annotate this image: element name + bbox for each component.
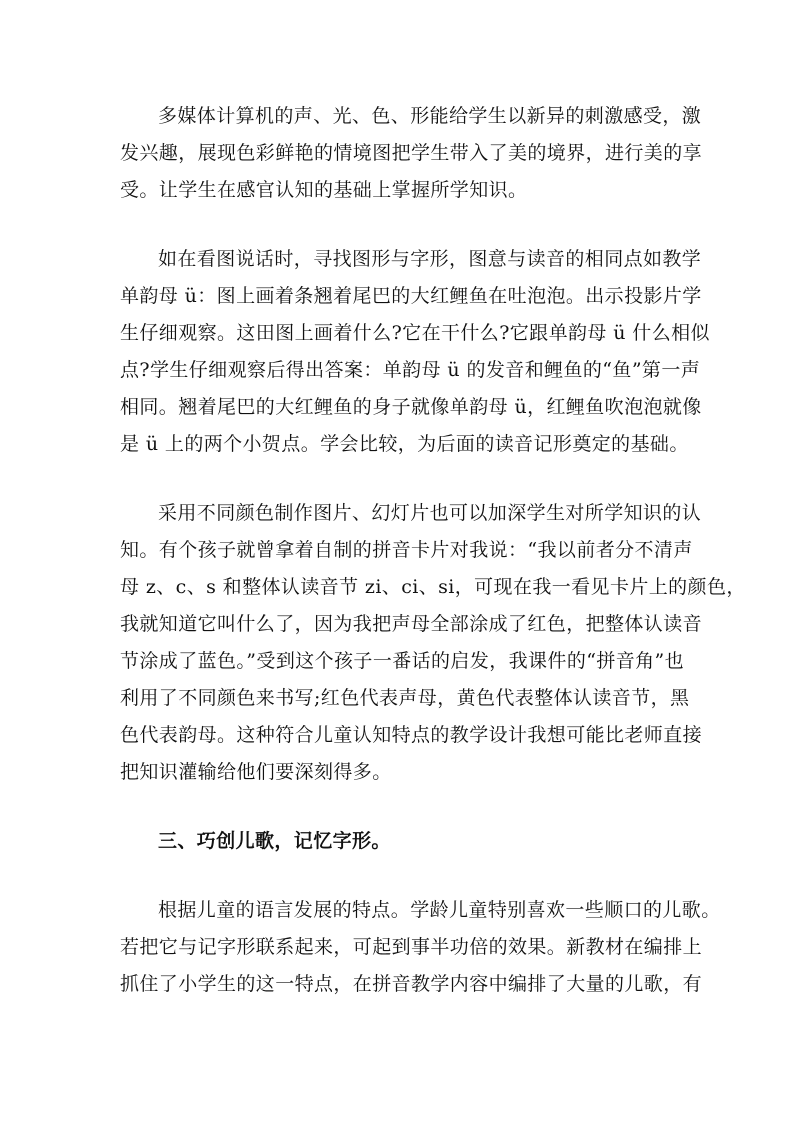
document-page bbox=[120, 98, 746, 1003]
heading-text: 三、巧创儿歌，记忆字形。 bbox=[158, 830, 391, 852]
text-line: 是 ü 上的两个小贺点。学会比较，为后面的读音记形奠定的基础。 bbox=[120, 433, 689, 455]
text-line: 发兴趣，展现色彩鲜艳的情境图把学生带入了美的境界，进行美的享 bbox=[120, 142, 703, 164]
section-heading bbox=[120, 823, 680, 860]
text-line: 我就知道它叫什么了，因为我把声母全部涂成了红色，把整体认读音 bbox=[120, 613, 703, 635]
paragraph-nursery-rhymes bbox=[120, 892, 721, 1003]
text-line: 抓住了小学生的这一特点，在拼音教学内容中编排了大量的儿歌，有 bbox=[120, 973, 703, 995]
paragraph-picture-talk bbox=[120, 241, 710, 463]
paragraph-multimedia bbox=[120, 98, 703, 209]
paragraph-colors bbox=[120, 495, 746, 791]
text-line: 单韵母 ü：图上画着条翘着尾巴的大红鲤鱼在吐泡泡。出示投影片学 bbox=[120, 285, 702, 307]
text-line: 点?学生仔细观察后得出答案：单韵母 ü 的发音和鲤鱼的“鱼”第一声 bbox=[120, 359, 701, 381]
text-line: 根据儿童的语言发展的特点。学龄儿童特别喜欢一些顺口的儿歌。 bbox=[158, 899, 721, 921]
text-line: 节涂成了蓝色。”受到这个孩子一番话的启发，我课件的“拼音角”也 bbox=[120, 650, 685, 672]
text-line: 若把它与记字形联系起来，可起到事半功倍的效果。新教材在编排上 bbox=[120, 936, 703, 958]
text-line: 生仔细观察。这田图上画着什么?它在干什么?它跟单韵母 ü 什么相似 bbox=[120, 322, 710, 344]
text-line: 母 z、c、s 和整体认读音节 zi、ci、si，可现在我一看见卡片上的颜色， bbox=[120, 576, 746, 598]
text-line: 色代表韵母。这种符合儿童认知特点的教学设计我想可能比老师直接 bbox=[120, 724, 703, 746]
text-line: 把知识灌输给他们要深刻得多。 bbox=[120, 761, 392, 783]
text-line: 受。让学生在感官认知的基础上掌握所学知识。 bbox=[120, 179, 528, 201]
text-line: 如在看图说话时，寻找图形与字形，图意与读音的相同点如教学 bbox=[158, 248, 702, 270]
text-line: 知。有个孩子就曾拿着自制的拼音卡片对我说：“我以前者分不清声 bbox=[120, 539, 693, 561]
text-line: 采用不同颜色制作图片、幻灯片也可以加深学生对所学知识的认 bbox=[158, 502, 702, 524]
text-line: 相同。翘着尾巴的大红鲤鱼的身子就像单韵母 ü，红鲤鱼吹泡泡就像 bbox=[120, 396, 702, 418]
text-line: 利用了不同颜色来书写;红色代表声母，黄色代表整体认读音节，黑 bbox=[120, 687, 690, 709]
text-line: 多媒体计算机的声、光、色、形能给学生以新异的刺激感受，激 bbox=[158, 105, 702, 127]
